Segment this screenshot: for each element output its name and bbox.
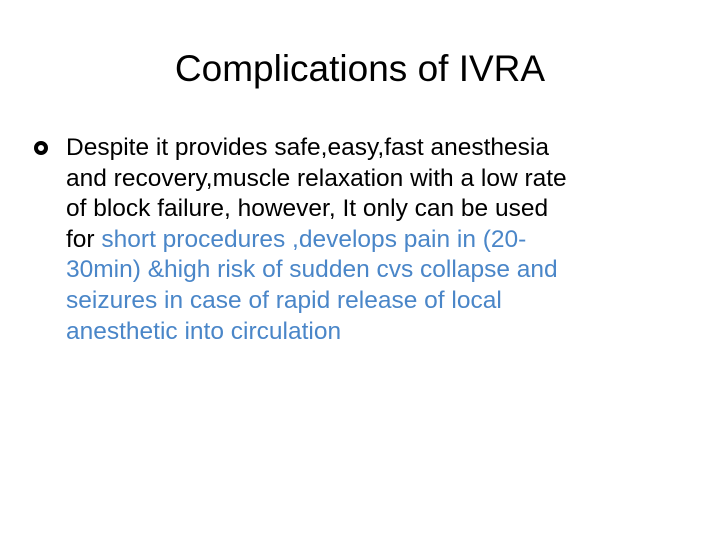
bullet-line-2: and recovery,muscle relaxation with a low rate [66,164,567,192]
bullet-line-3: of block failure, however, It only can be used [66,195,549,223]
slide-title: Complications of IVRA [174,48,546,89]
bullet-line-1: Despite it provides safe,easy,fast anesthesia [66,134,550,161]
bullet-line-7: anesthetic into circulation [66,317,342,345]
hollow-circle-bullet-icon [34,141,48,155]
bullet-line-4-plain: for [66,225,102,253]
bullet-line-4-accent: short procedures ,develops pain in (20- [101,225,527,253]
bullet-line-6: seizures in case of rapid release of local [66,286,502,314]
bullet-line-5: 30min) &high risk of sudden cvs collapse and [66,256,558,284]
bullet-text [66,133,684,347]
bullet-line-4 [66,225,684,256]
bullet-item [34,133,684,347]
